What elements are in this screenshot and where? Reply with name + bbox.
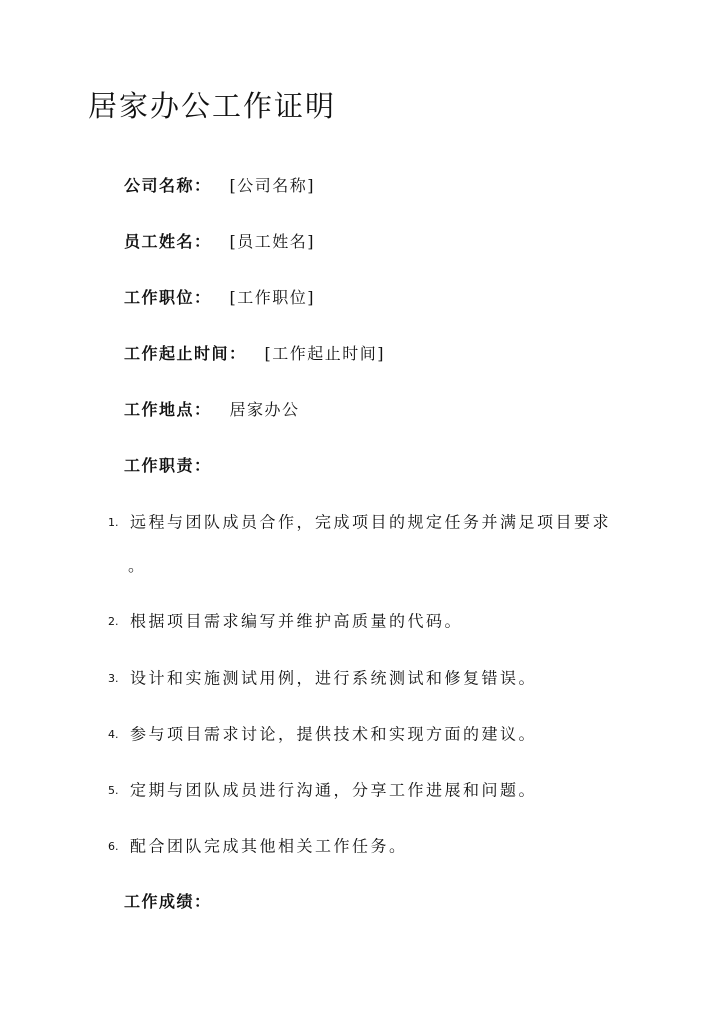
list-number: 3.	[108, 671, 119, 685]
list-item	[108, 834, 408, 859]
document-title: 居家办公工作证明	[88, 89, 337, 123]
field-value: 居家办公	[229, 400, 300, 419]
field-company-name	[124, 174, 315, 198]
field-label: 公司名称：	[124, 176, 212, 195]
list-text: 设计和实施测试用例，进行系统测试和修复错误。	[130, 668, 538, 688]
list-text: 参与项目需求讨论，提供技术和实现方面的建议。	[130, 724, 538, 744]
field-value: [工作职位]	[229, 288, 316, 307]
section-label: 工作成绩：	[124, 892, 212, 911]
duties-heading	[124, 454, 212, 478]
field-work-period	[124, 342, 385, 366]
list-text: 根据项目需求编写并维护高质量的代码。	[130, 611, 464, 631]
list-number: 2.	[108, 614, 119, 628]
list-item	[108, 722, 537, 747]
list-text: 远程与团队成员合作，完成项目的规定任务并满足项目要求	[130, 512, 612, 532]
field-value: [员工姓名]	[229, 232, 316, 251]
field-value: [工作起止时间]	[264, 344, 386, 363]
list-number: 6.	[108, 839, 119, 853]
field-job-title	[124, 286, 315, 310]
achievements-heading	[124, 890, 212, 914]
field-employee-name	[124, 230, 315, 254]
list-text-continuation: 。	[128, 556, 145, 575]
list-item	[108, 666, 537, 691]
field-label: 工作职位：	[124, 288, 212, 307]
list-item	[108, 609, 463, 634]
list-item	[108, 778, 537, 803]
field-work-location	[124, 398, 300, 422]
list-number: 1.	[108, 515, 119, 529]
list-text: 配合团队完成其他相关工作任务。	[130, 836, 408, 856]
field-value: [公司名称]	[229, 176, 316, 195]
list-text: 定期与团队成员进行沟通，分享工作进展和问题。	[130, 780, 538, 800]
field-label: 员工姓名：	[124, 232, 212, 251]
section-label: 工作职责：	[124, 456, 212, 475]
field-label: 工作地点：	[124, 400, 212, 419]
field-label: 工作起止时间：	[124, 344, 247, 363]
list-number: 4.	[108, 727, 119, 741]
list-number: 5.	[108, 783, 119, 797]
list-item	[108, 510, 611, 535]
